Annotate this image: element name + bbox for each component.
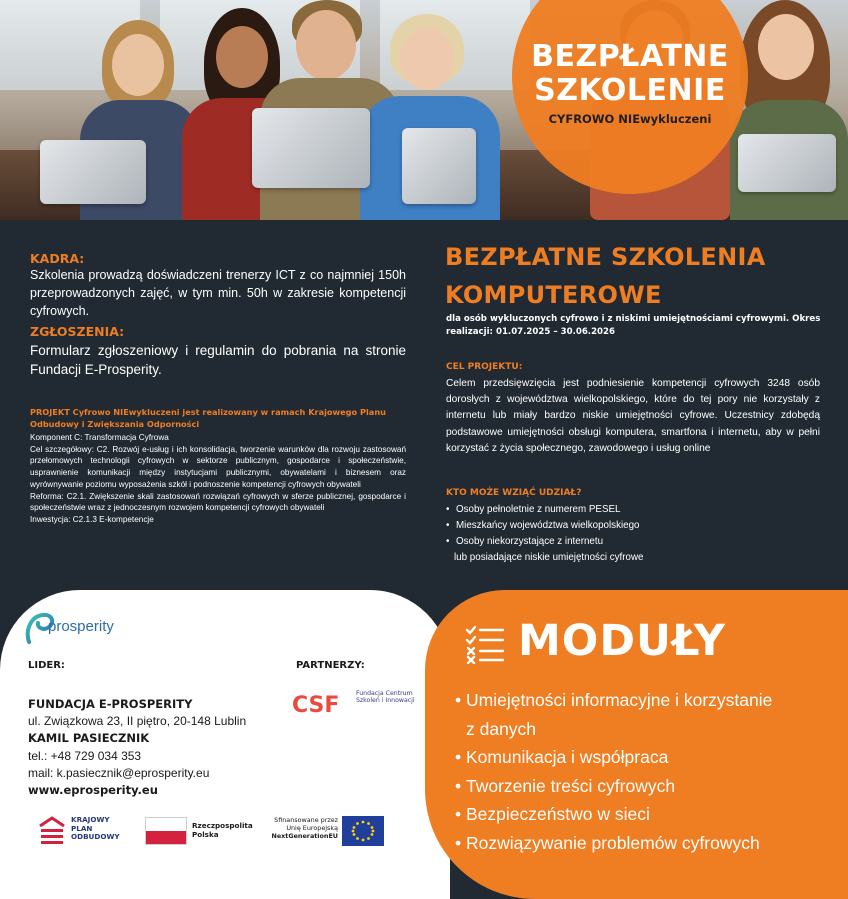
moduly-title: MODUŁY: [518, 616, 727, 666]
zgloszenia-heading: ZGŁOSZENIA:: [30, 324, 125, 339]
project-investment: Inwestycja: C2.1.3 E-kompetencje: [30, 514, 154, 524]
partnerzy-heading: PARTNERZY:: [296, 660, 365, 671]
org-name: FUNDACJA E-PROSPERITY: [28, 697, 193, 711]
csf-logo-letters: CSF: [292, 693, 340, 718]
kto-heading: KTO MOŻE WZIĄĆ UDZIAŁ?: [446, 488, 582, 498]
list-item: • Bezpieczeństwo w sieci: [455, 800, 835, 829]
partner-name: Fundacja Centrum Szkoleń i Innowacji: [356, 690, 415, 705]
list-item: • Rozwiązywanie problemów cyfrowych: [455, 829, 835, 858]
project-reform: Reforma: C2.1. Zwiększenie skali zastosowań rozwiązań cyfrowych w sferze publicznej, gospodarce i społeczeństwie wraz z jednoczesnym rozwojem kompetencji cyfrowych obywateli: [30, 491, 406, 513]
project-component: Komponent C: Transformacja Cyfrowa: [30, 433, 169, 442]
list-item: • Osoby niekorzystające z internetu: [446, 534, 826, 550]
email[interactable]: mail: k.pasiecznik@eprosperity.eu: [28, 765, 210, 780]
project-details: [30, 432, 406, 526]
main-title: BEZPŁATNE SZKOLENIA KOMPUTEROWE: [445, 243, 766, 309]
kpo-logo-text: KRAJOWY PLAN ODBUDOWY: [71, 815, 120, 842]
rp-logo-text: Rzeczpospolita Polska: [192, 821, 253, 839]
eu-funding-text: Sfinansowane przez Unię Europejską NextGenerationEU: [271, 816, 338, 840]
list-item: • Umiejętności informacyjne i korzystanie: [455, 686, 835, 715]
lider-heading: LIDER:: [28, 660, 65, 671]
checklist-icon: [465, 624, 505, 664]
laptop: [40, 140, 146, 204]
poland-flag-icon: [145, 817, 187, 845]
list-item-continuation: z danych: [466, 718, 537, 739]
list-item: • Mieszkańcy województwa wielkopolskiego: [446, 518, 826, 534]
cel-heading: CEL PROJEKTU:: [446, 362, 523, 372]
kadra-text: Szkolenia prowadzą doświadczeni trenerzy ICT z co najmniej 150h przeprowadzonych zajęć, w tym min. 50h w zakresie kompetencji cyfrowych.: [30, 268, 406, 318]
kadra-heading: KADRA:: [30, 251, 85, 266]
cel-text: Celem przedsięwzięcia jest podniesienie kompetencji cyfrowych 3248 osób dorosłych z województwa wielkopolskiego, które do tej pory nie korzystały z internetu lub miały bardzo niskie umiejętności cyfrowe. Uczestnicy zdobędą podstawowe umiejętności obsługi komputera, smartfona i internetu, aby w pełni korzystać z życia społecznego, zawodowego i usług online: [446, 378, 820, 454]
project-heading: PROJEKT Cyfrowo NIEwykluczeni jest realizowany w ramach Krajowego Planu Odbudowy i Zwiększania Odporności: [30, 407, 386, 429]
contact-block: [28, 696, 298, 799]
laptop: [738, 134, 836, 192]
kpo-logo-icon: [38, 816, 66, 846]
main-subtitle: dla osób wykluczonych cyfrowo i z niskimi umiejętnościami cyfrowymi. Okres realizacji: 01.07.2025 – 30.06.2026: [446, 314, 821, 337]
laptop: [252, 108, 370, 188]
list-item: • Osoby pełnoletnie z numerem PESEL: [446, 502, 826, 518]
list-item: • Komunikacja i współpraca: [455, 743, 835, 772]
list-item-continuation: lub posiadające niskie umiejętności cyfrowe: [454, 552, 644, 563]
address: ul. Związkowa 23, II piętro, 20-148 Lublin: [28, 714, 247, 729]
eu-flag-icon: [342, 816, 384, 846]
hero-photo: [0, 0, 848, 220]
contact-person: KAMIL PASIECZNIK: [28, 731, 150, 746]
laptop: [402, 128, 476, 204]
website-link[interactable]: www.eprosperity.eu: [28, 783, 158, 798]
kto-list: [446, 502, 826, 566]
list-item: • Tworzenie treści cyfrowych: [455, 772, 835, 801]
moduly-list: [455, 686, 835, 857]
hero-title: BEZPŁATNE SZKOLENIE: [531, 39, 729, 108]
phone[interactable]: tel.: +48 729 034 353: [28, 748, 142, 763]
project-goal: Cel szczegółowy: C2. Rozwój e-usług i ich konsolidacja, tworzenie warunków dla rozwoju zastosowań przełomowych technologii cyfrowych w sektorze publicznym, gospodarce i społeczeństwie, usprawnienie komunikacji między instytucjami publicznymi, obywatelami i biznesem oraz wyrównywanie poziomu wyposażenia szkół i podnoszenie kompetencji cyfrowych obywateli: [30, 444, 406, 489]
zgloszenia-text: Formularz zgłoszeniowy i regulamin do pobrania na stronie Fundacji E-Prosperity.: [30, 343, 406, 377]
hero-subtitle: CYFROWO NIEwykluczeni: [548, 112, 712, 126]
eprosperity-logo-text: prosperity: [48, 618, 114, 635]
